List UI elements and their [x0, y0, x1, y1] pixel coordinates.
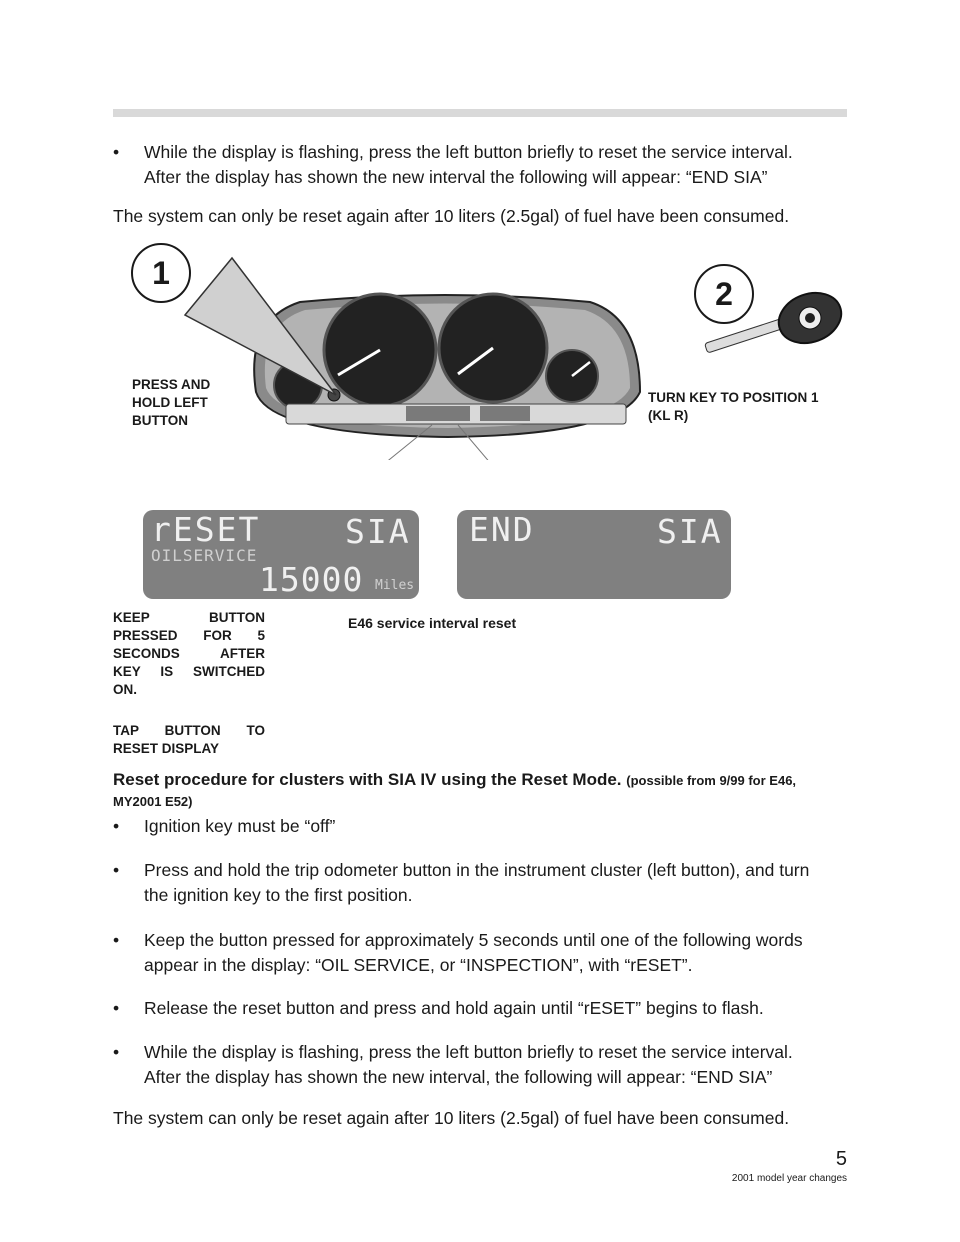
step-2-badge: 2 [694, 264, 754, 324]
sia-display [480, 406, 530, 421]
section-heading: Reset procedure for clusters with SIA IV using the Reset Mode. (possible from 9/99 for E46, MY2001 E52) [113, 770, 797, 809]
bullet-text: Ignition key must be “off” [144, 816, 336, 836]
odometer-display [406, 406, 470, 421]
lcd-unit: Miles [375, 578, 415, 593]
header-rule [113, 109, 847, 117]
press-hold-label: PRESS AND HOLD LEFT BUTTON [132, 377, 211, 428]
bullet-text: Press and hold the trip odometer button in the instrument cluster (left button), and turn the ignition key to the first position. [144, 860, 810, 905]
keep-button-label: KEEP BUTTON PRESSED FOR 5 SECONDS AFTER KEY IS SWITCHED ON. [113, 610, 265, 697]
footer-note: 2001 model year changes [731, 1173, 847, 1184]
lcd-oilservice: OILSERVICE [151, 546, 258, 565]
bullet-marker: • [113, 1042, 120, 1062]
bullet-text: While the display is flashing, press the left button briefly to reset the service interval. After the display has shown the new interval the following will appear: “END SIA” [144, 142, 793, 187]
bullet-marker: • [113, 816, 120, 836]
step-1-badge: 1 [131, 243, 191, 303]
bullet-marker: • [113, 930, 120, 950]
bullet-text: While the display is flashing, press the left button briefly to reset the service interval. After the display has shown the new interval, the following will appear: “END SIA” [144, 1042, 793, 1087]
bullet-marker: • [113, 142, 120, 162]
paragraph: The system can only be reset again after 10 liters (2.5gal) of fuel have been consumed. [113, 206, 790, 226]
bullet-text: Keep the button pressed for approximately 5 seconds until one of the following words appear in the display: “OIL SERVICE, or “INSPECTION”, with “rESET”. [144, 930, 803, 975]
lcd-interval-number: 15000 [259, 560, 364, 599]
turn-key-label: TURN KEY TO POSITION 1 (KL R) [648, 390, 819, 423]
bullet-text: Release the reset button and press and hold again until “rESET” begins to flash. [144, 998, 764, 1018]
bullet-marker: • [113, 998, 120, 1018]
lcd-reset-display [143, 510, 419, 599]
lcd-reset-word: rESET [151, 510, 261, 549]
tap-button-label: TAP BUTTON TO RESET DISPLAY [113, 723, 265, 756]
closing-paragraph: The system can only be reset again after 10 liters (2.5gal) of fuel have been consumed. [113, 1108, 790, 1128]
section-heading-note: (possible from 9/99 for E46, MY2001 E52) [113, 773, 797, 809]
lcd-sia-code: SIA [345, 512, 411, 551]
lcd-end-display [457, 510, 731, 599]
bullet-marker: • [113, 860, 120, 880]
page-number: 5 [835, 1148, 847, 1170]
lcd-end-word: END [469, 510, 535, 549]
figure-caption: E46 service interval reset [348, 615, 517, 631]
lcd-end-code: SIA [657, 512, 723, 551]
